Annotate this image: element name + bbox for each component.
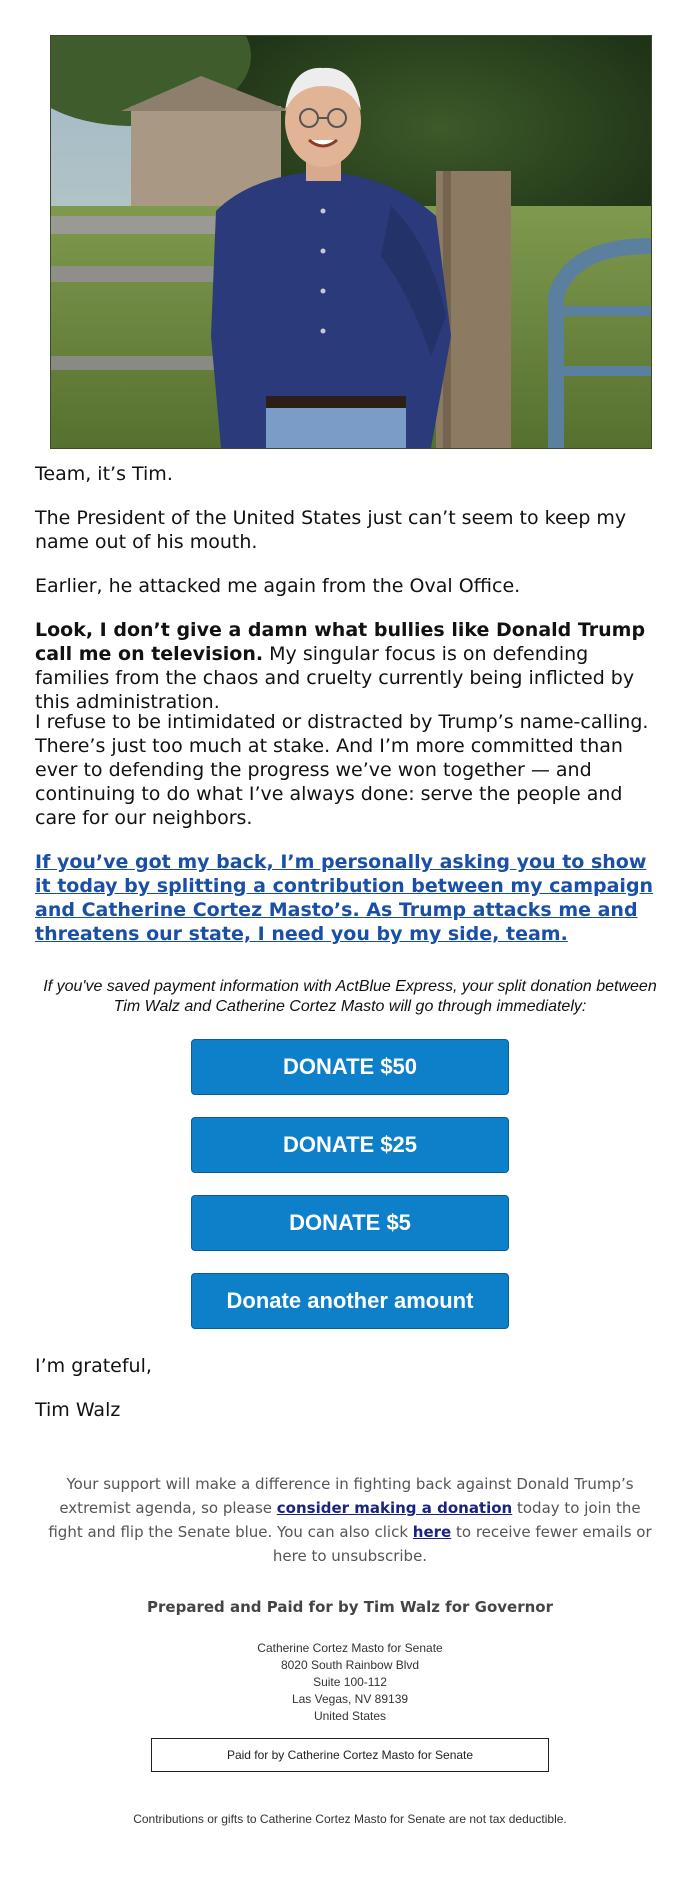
address-line-4: Las Vegas, NV 89139 <box>291 1692 409 1706</box>
address-line-3: Suite 100-112 <box>313 1675 387 1689</box>
paragraph-4 <box>35 710 665 830</box>
address-line-5: United States <box>313 1709 387 1723</box>
paragraph-3 <box>35 618 665 714</box>
actblue-express-note: If you've saved payment information with ActBlue Express, your split donation between Tim Walz and Catherine Cortez Masto will go through immediately: <box>43 978 657 1015</box>
support-paragraph <box>40 1472 660 1568</box>
donation-link[interactable]: consider making a donation <box>276 1499 513 1517</box>
cta-donate-link[interactable]: If you’ve got my back, I’m personally asking you to show it today by splitting a contribution between my campaign and Catherine Cortez Masto’s. As Trump attacks me and threatens our state, I need you by my side, team. <box>35 851 654 945</box>
cta-paragraph <box>35 850 665 946</box>
donate-50-button[interactable]: DONATE $50 <box>191 1039 509 1095</box>
paragraph-3-rest: My singular focus is on defending families from the chaos and cruelty currently being inflicted by this administration. <box>35 643 635 713</box>
address-line-1: Catherine Cortez Masto for Senate <box>257 1641 443 1655</box>
paragraph-3-text <box>35 618 665 714</box>
fewer-emails-link[interactable]: here <box>412 1523 452 1541</box>
greeting <box>35 462 665 486</box>
donate-5-button[interactable]: DONATE $5 <box>191 1195 509 1251</box>
paid-for-box: Paid for by Catherine Cortez Masto for Senate <box>151 1738 549 1772</box>
support-text-mid: today to join the fight and flip the Senate blue. You can also click <box>48 1499 641 1541</box>
donate-other-amount-button[interactable]: Donate another amount <box>191 1273 509 1329</box>
mailing-address <box>0 1640 700 1725</box>
paragraph-2 <box>35 574 665 598</box>
paragraph-1 <box>35 506 665 554</box>
signature-name: Tim Walz <box>35 1399 121 1421</box>
greeting-text: Team, it’s Tim. <box>35 463 173 485</box>
paragraph-4-text: I refuse to be intimidated or distracted by Trump’s name-calling. There’s just too much at stake. And I’m more committed than ever to defending the progress we’ve won together — and continuing to do what I’ve always done: serve the people and care for our neighbors. <box>35 711 649 829</box>
portrait-illustration <box>51 36 651 448</box>
prepared-by-line: Prepared and Paid for by Tim Walz for Governor <box>147 1598 553 1616</box>
donate-25-button[interactable]: DONATE $25 <box>191 1117 509 1173</box>
paragraph-3-bold: Look, I don’t give a damn what bullies like Donald Trump call me on television. <box>35 619 646 665</box>
support-text-pre: Your support will make a difference in fighting back against Donald Trump’s extremist agenda, so please <box>59 1475 634 1517</box>
signoff: I’m grateful, <box>35 1355 152 1377</box>
tax-disclaimer: Contributions or gifts to Catherine Cortez Masto for Senate are not tax deductible. <box>133 1812 567 1826</box>
paragraph-2-text: Earlier, he attacked me again from the Oval Office. <box>35 575 521 597</box>
hero-photo <box>50 35 652 449</box>
support-text-post: to receive fewer emails or here to unsubscribe. <box>272 1523 652 1565</box>
paragraph-1-text: The President of the United States just can’t seem to keep my name out of his mouth. <box>35 507 627 553</box>
address-line-2: 8020 South Rainbow Blvd <box>280 1658 420 1672</box>
